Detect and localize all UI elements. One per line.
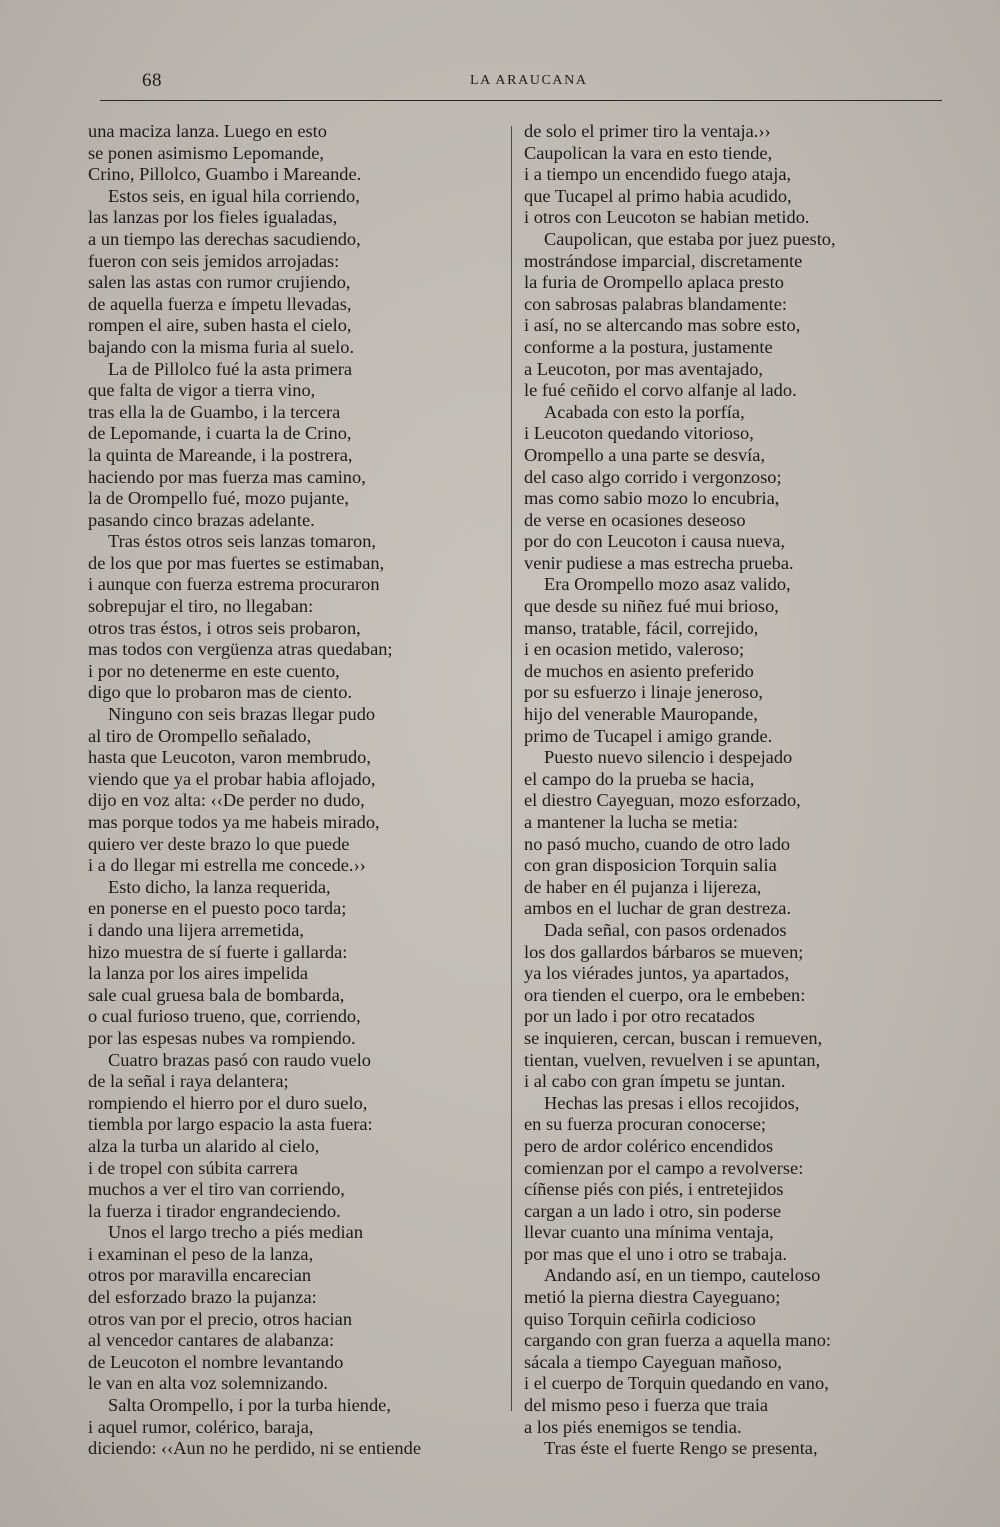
verse-line: del esforzado brazo la pujanza: <box>88 1287 317 1308</box>
verse-line: diciendo: ‹‹Aun no he perdido, ni se entiende <box>88 1438 421 1459</box>
verse-line: Tras éste el fuerte Rengo se presenta, <box>544 1438 818 1459</box>
verse-line: i a tiempo un encendido fuego ataja, <box>524 164 792 185</box>
verse-line: manso, tratable, fácil, correjido, <box>524 617 759 638</box>
verse-line: i otros con Leucoton se habian metido. <box>524 207 810 228</box>
verse-line: por su esfuerzo i linaje jeneroso, <box>524 682 763 703</box>
verse-line: conforme a la postura, justamente <box>524 336 773 357</box>
verse-line: la de Orompello fué, mozo pujante, <box>88 488 349 509</box>
verse-line: dijo en voz alta: ‹‹De perder no dudo, <box>88 790 365 811</box>
verse-line: en su fuerza procuran conocerse; <box>524 1114 767 1135</box>
verse-line: alza la turba un alarido al cielo, <box>88 1135 320 1156</box>
verse-line: Estos seis, en igual hila corriendo, <box>108 185 360 206</box>
verse-line: la quinta de Mareande, i la postrera, <box>88 444 353 465</box>
verse-line: quiero ver deste brazo lo que puede <box>88 833 350 854</box>
page-number: 68 <box>142 70 162 91</box>
verse-line: de Lepomande, i cuarta la de Crino, <box>88 423 352 444</box>
verse-line: los dos gallardos bárbaros se mueven; <box>524 941 804 962</box>
verse-line: i de tropel con súbita carrera <box>88 1157 298 1178</box>
verse-line: muchos a ver el tiro van corriendo, <box>88 1179 345 1200</box>
verse-line: de haber en él pujanza i lijereza, <box>524 876 762 897</box>
verse-line: hasta que Leucoton, varon membrudo, <box>88 747 371 768</box>
verse-line: le van en alta voz solemnizando. <box>88 1373 329 1394</box>
verse-line: pero de ardor colérico encendidos <box>524 1135 774 1156</box>
verse-line: Caupolican la vara en esto tiende, <box>524 142 773 163</box>
verse-line: i en ocasion metido, valeroso; <box>524 639 745 660</box>
verse-line: i aquel rumor, colérico, baraja, <box>88 1416 314 1437</box>
verse-line: llevar cuanto una mínima ventaja, <box>524 1222 774 1243</box>
page-header <box>0 66 1000 96</box>
verse-line: por do con Leucoton i causa nueva, <box>524 531 785 552</box>
verse-line: hizo muestra de sí fuerte i gallarda: <box>88 941 348 962</box>
verse-line: de muchos en asiento preferido <box>524 660 754 681</box>
verse-line: Ninguno con seis brazas llegar pudo <box>108 704 376 725</box>
verse-line: que desde su niñez fué mui brioso, <box>524 596 779 617</box>
verse-line: pasando cinco brazas adelante. <box>88 509 315 530</box>
verse-line: se ponen asimismo Lepomande, <box>88 142 324 163</box>
verse-line: digo que lo probaron mas de ciento. <box>88 682 353 703</box>
verse-line: otros tras éstos, i otros seis probaron, <box>88 617 361 638</box>
verse-line: la fuerza i tirador engrandeciendo. <box>88 1200 341 1221</box>
verse-line: con sabrosas palabras blandamente: <box>524 293 787 314</box>
verse-line: i dando una lijera arremetida, <box>88 919 304 940</box>
verse-line: de los que por mas fuertes se estimaban, <box>88 552 385 573</box>
verse-line: el campo do la prueba se hacia, <box>524 768 755 789</box>
verse-line: Orompello a una parte se desvía, <box>524 444 766 465</box>
verse-line: a los piés enemigos se tendia. <box>524 1416 742 1437</box>
verse-line: con gran disposicion Torquin salia <box>524 855 777 876</box>
verse-line: se inquieren, cercan, buscan i remueven, <box>524 1027 823 1048</box>
verse-line: i así, no se altercando mas sobre esto, <box>524 315 801 336</box>
verse-line: i por no detenerme en este cuento, <box>88 660 340 681</box>
verse-line: sale cual gruesa bala de bombarda, <box>88 984 345 1005</box>
verse-line: la furia de Orompello aplaca presto <box>524 272 784 293</box>
verse-line: por las espesas nubes va rompiendo. <box>88 1027 356 1048</box>
header-rule <box>100 100 942 101</box>
verse-line: ambos en el luchar de gran destreza. <box>524 898 792 919</box>
verse-line: mas porque todos ya me habeis mirado, <box>88 812 380 832</box>
verse-line: tras ella la de Guambo, i la tercera <box>88 401 341 422</box>
verse-line: ora tienden el cuerpo, ora le embeben: <box>524 984 806 1005</box>
verse-line: rompiendo el hierro por el duro suelo, <box>88 1092 368 1113</box>
verse-line: el diestro Cayeguan, mozo esforzado, <box>524 790 801 811</box>
verse-line: tiembla por largo espacio la asta fuera: <box>88 1114 373 1135</box>
verse-line: quiso Torquin ceñirla codicioso <box>524 1308 756 1329</box>
verse-line: a mantener la lucha se metia: <box>524 812 738 832</box>
verse-line: por mas que el uno i otro se trabaja. <box>524 1243 788 1264</box>
verse-line: Andando así, en un tiempo, cauteloso <box>544 1265 821 1286</box>
verse-line: i examinan el peso de la lanza, <box>88 1243 314 1264</box>
verse-line: de solo el primer tiro la ventaja.›› <box>524 121 771 141</box>
verse-line: sácala a tiempo Cayeguan mañoso, <box>524 1351 782 1372</box>
verse-line: i Leucoton quedando vitorioso, <box>524 423 754 444</box>
verse-line: de aquella fuerza e ímpetu llevadas, <box>88 293 352 314</box>
verse-line: Era Orompello mozo asaz valido, <box>544 574 791 595</box>
verse-line: ya los viérades juntos, ya apartados, <box>524 963 790 984</box>
verse-line: otros van por el precio, otros hacian <box>88 1308 353 1329</box>
verse-line: del caso algo corrido i vergonzoso; <box>524 466 782 487</box>
verse-line: en ponerse en el puesto poco tarda; <box>88 898 347 919</box>
verse-line: rompen el aire, suben hasta el cielo, <box>88 315 352 336</box>
verse-line: a Leucoton, por mas aventajado, <box>524 358 763 379</box>
verse-line: Acabada con esto la porfía, <box>544 401 745 422</box>
verse-line: metió la pierna diestra Cayeguano; <box>524 1287 781 1308</box>
verse-line: mas todos con vergüenza atras quedaban; <box>88 639 393 660</box>
verse-line: de verse en ocasiones deseoso <box>524 509 746 530</box>
verse-line: Salta Orompello, i por la turba hiende, <box>108 1395 391 1416</box>
verse-line: venir pudiese a mas estrecha prueba. <box>524 552 794 573</box>
verse-line: las lanzas por los fieles igualadas, <box>88 207 338 228</box>
verse-line: mostrándose imparcial, discretamente <box>524 250 803 271</box>
verse-line: otros por maravilla encarecian <box>88 1265 312 1286</box>
verse-line: Puesto nuevo silencio i despejado <box>544 747 793 768</box>
verse-line: La de Pillolco fué la asta primera <box>108 358 353 379</box>
verse-line: comienzan por el campo a revolverse: <box>524 1157 804 1178</box>
verse-line: Cuatro brazas pasó con raudo vuelo <box>108 1049 372 1070</box>
verse-line: por un lado i por otro recatados <box>524 1006 755 1027</box>
left-column <box>88 121 421 1460</box>
verse-line: o cual furioso trueno, que, corriendo, <box>88 1006 361 1027</box>
verse-line: salen las astas con rumor crujiendo, <box>88 272 351 293</box>
verse-line: bajando con la misma furia al suelo. <box>88 336 355 357</box>
verse-line: haciendo por mas fuerza mas camino, <box>88 466 366 487</box>
verse-line: de Leucoton el nombre levantando <box>88 1351 344 1372</box>
verse-line: Hechas las presas i ellos recojidos, <box>544 1092 800 1113</box>
verse-line: i al cabo con gran ímpetu se juntan. <box>524 1071 786 1092</box>
verse-line: i el cuerpo de Torquin quedando en vano, <box>524 1373 829 1394</box>
verse-line: primo de Tucapel i amigo grande. <box>524 725 773 746</box>
verse-line: viendo que ya el probar habia aflojado, <box>88 768 376 789</box>
verse-line: la lanza por los aires impelida <box>88 963 309 984</box>
verse-line: fueron con seis jemidos arrojadas: <box>88 250 340 271</box>
verse-line: que Tucapel al primo habia acudido, <box>524 185 792 206</box>
verse-line: Caupolican, que estaba por juez puesto, <box>544 228 836 249</box>
verse-line: cíñense piés con piés, i entretejidos <box>524 1179 784 1200</box>
verse-line: Crino, Pillolco, Guambo i Mareande. <box>88 164 362 185</box>
verse-line: al vencedor cantares de alabanza: <box>88 1330 335 1351</box>
verse-line: cargan a un lado i otro, sin poderse <box>524 1200 782 1221</box>
verse-line: Tras éstos otros seis lanzas tomaron, <box>108 531 377 552</box>
verse-line: le fué ceñido el corvo alfanje al lado. <box>524 380 797 401</box>
verse-line: que falta de vigor a tierra vino, <box>88 380 316 401</box>
column-divider <box>511 126 512 1411</box>
verse-line: mas como sabio mozo lo encubria, <box>524 488 780 509</box>
verse-line: Dada señal, con pasos ordenados <box>544 919 787 940</box>
verse-line: una maciza lanza. Luego en esto <box>88 121 327 141</box>
verse-line: tientan, vuelven, revuelven i se apuntan, <box>524 1049 821 1070</box>
verse-line: i a do llegar mi estrella me concede.›› <box>88 855 366 876</box>
verse-line: Esto dicho, la lanza requerida, <box>108 876 331 897</box>
verse-line: cargando con gran fuerza a aquella mano: <box>524 1330 832 1351</box>
verse-line: al tiro de Orompello señalado, <box>88 725 312 746</box>
verse-line: no pasó mucho, cuando de otro lado <box>524 833 791 854</box>
right-column <box>524 121 836 1460</box>
verse-line: Unos el largo trecho a piés median <box>108 1222 364 1243</box>
verse-line: de la señal i raya delantera; <box>88 1071 289 1092</box>
verse-line: sobrepujar el tiro, no llegaban: <box>88 596 314 617</box>
running-title: LA ARAUCANA <box>470 73 588 88</box>
verse-line: a un tiempo las derechas sacudiendo, <box>88 228 361 249</box>
verse-line: hijo del venerable Mauropande, <box>524 704 758 725</box>
verse-line: i aunque con fuerza estrema procuraron <box>88 574 380 595</box>
verse-line: del mismo peso i fuerza que traia <box>524 1395 769 1416</box>
